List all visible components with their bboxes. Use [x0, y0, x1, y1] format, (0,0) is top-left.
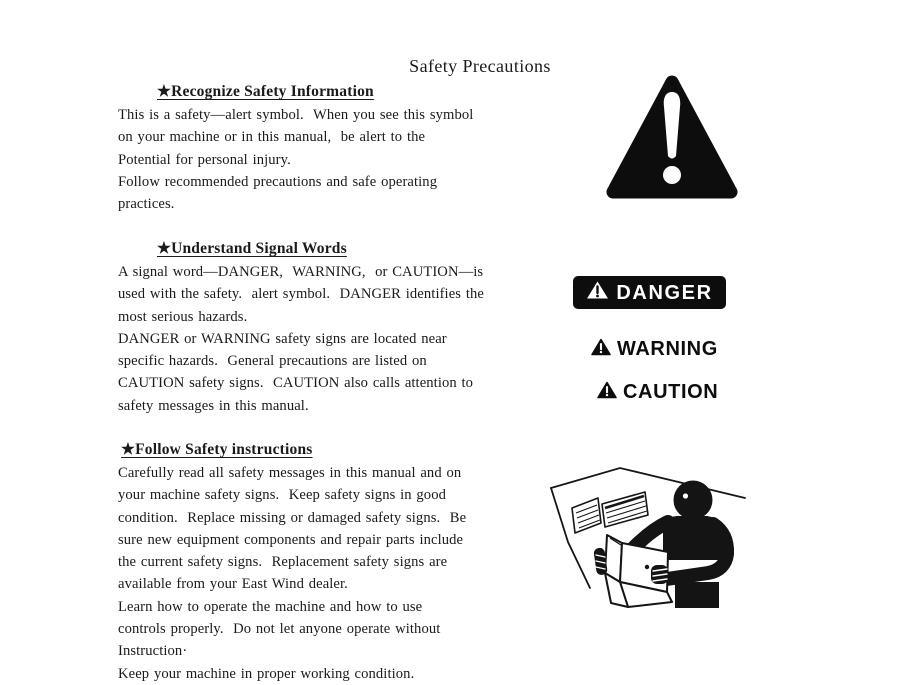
text-line: DANGER or WARNING safety signs are located near	[118, 330, 447, 347]
section-body	[118, 261, 538, 417]
text-line: Follow recommended precautions and safe operating	[118, 173, 438, 190]
section-body	[118, 104, 538, 215]
text-line: controls properly. Do not let anyone operate without	[118, 621, 441, 638]
text-line: condition. Replace missing or damaged safety signs. Be	[118, 509, 467, 526]
section-heading: ★Recognize Safety Information	[157, 83, 374, 100]
text-line: specific hazards. General precautions are listed on	[118, 353, 427, 370]
text-line: Learn how to operate the machine and how to use	[118, 598, 423, 615]
text-line: This is a safety—alert symbol. When you see this symbol	[118, 107, 474, 123]
warning-triangle-icon	[591, 338, 611, 361]
text-line: CAUTION safety signs. CAUTION also calls attention to	[118, 375, 474, 392]
section-body	[118, 462, 538, 685]
text-line: Carefully read all safety messages in this manual and on	[118, 465, 462, 481]
danger-badge	[573, 276, 726, 309]
text-line: your machine safety signs. Keep safety signs in good	[118, 487, 447, 504]
section-understand-signal-words	[118, 239, 538, 417]
section-heading: ★Understand Signal Words	[157, 240, 347, 257]
warning-label: WARNING	[617, 338, 718, 360]
danger-label: DANGER	[616, 281, 713, 304]
section-recognize-safety-information	[118, 82, 538, 215]
text-line: the current safety signs. Replacement safety signs are	[118, 554, 448, 571]
reading-figure-illustration	[548, 458, 763, 618]
safety-alert-icon	[603, 72, 739, 202]
text-line: A signal word—DANGER, WARNING, or CAUTION—is	[118, 264, 484, 280]
text-line: Potential for personal injury.	[118, 151, 291, 168]
text-line: sure new equipment components and repair parts include	[118, 531, 464, 548]
text-line: most serious hazards.	[118, 308, 248, 325]
text-line: practices.	[118, 196, 175, 213]
text-line: on your machine or in this manual, be alert to the	[118, 129, 426, 146]
page-title: Safety Precautions	[409, 56, 551, 77]
text-line: safety messages in this manual.	[118, 397, 309, 414]
text-line: used with the safety. alert symbol. DANGER identifies the	[118, 286, 484, 303]
danger-triangle-icon	[586, 280, 609, 305]
hip	[675, 582, 719, 608]
text-line: Instruction·	[118, 643, 188, 660]
head	[674, 481, 713, 520]
caution-sign	[597, 380, 718, 404]
section-follow-safety-instructions	[118, 440, 538, 685]
text-line: Keep your machine in proper working condition.	[118, 665, 415, 682]
right-hand	[651, 565, 668, 584]
caution-triangle-icon	[597, 381, 617, 404]
section-heading: ★Follow Safety instructions	[121, 441, 313, 458]
text-line: available from your East Wind dealer.	[118, 576, 348, 593]
warning-sign	[591, 337, 718, 361]
caution-label: CAUTION	[623, 381, 719, 403]
